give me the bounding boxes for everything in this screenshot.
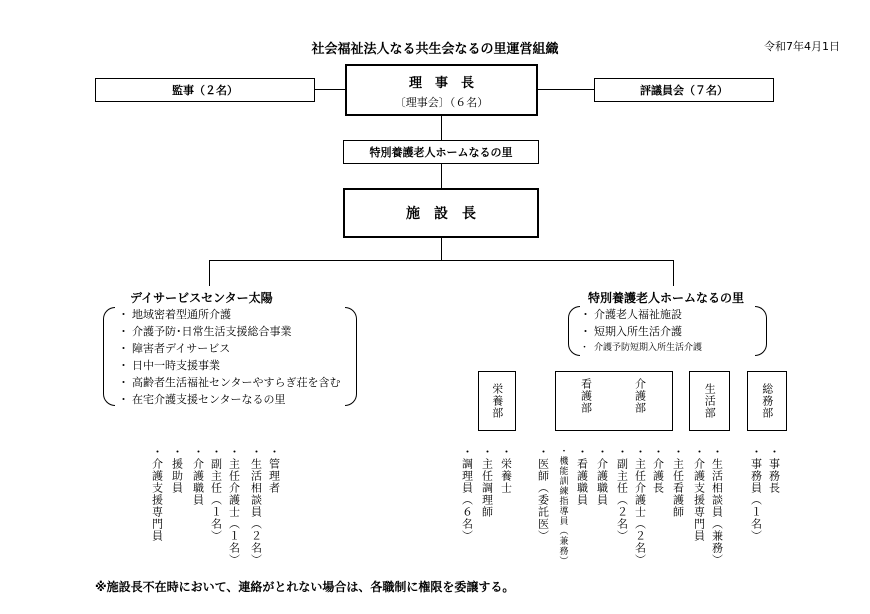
director-box [343, 188, 539, 238]
org-chart-title: 社会福祉法人なる共生会なるの里運営組織 [311, 42, 559, 57]
council-label: 評議員会（７名） [640, 84, 728, 97]
dept-care-label: 介護部 [633, 378, 647, 414]
auditor-connector [315, 89, 345, 90]
dept-living-box [689, 371, 730, 431]
dept-general-box [747, 371, 787, 431]
staff-doctor: ・医師（委託医） [536, 446, 550, 542]
day-service-title: デイサービスセンター太陽 [130, 291, 273, 305]
staff-rehab-instructor: ・機能訓練指導員（兼務） [557, 446, 568, 566]
nursing-home-bracket-left [568, 306, 580, 356]
dept-living-label: 生活部 [703, 383, 717, 419]
staff-nutritionist: ・栄養士 [499, 446, 513, 494]
branch-right-drop [673, 260, 674, 286]
staff-cook: ・調理員（６名） [460, 446, 474, 542]
staff-office-manager: ・事務長 [767, 446, 781, 494]
dept-nursing-care-box [555, 371, 673, 431]
nursing-home-title: 特別養護老人ホームなるの里 [588, 291, 745, 305]
council-box [594, 78, 774, 102]
list-item: ・ 在宅介護支援センターなるの里 [118, 393, 286, 406]
day-service-bracket-left [103, 307, 115, 406]
staff-chief-caregiver: ・主任介護士（１名） [227, 446, 241, 566]
director-down-line [441, 238, 442, 260]
director-label: 施 設 長 [406, 206, 476, 222]
board-chair-box [345, 64, 538, 116]
list-item: ・ 高齢者生活福祉センターやすらぎ荘を含む [118, 376, 341, 389]
nursing-home-list [580, 306, 702, 357]
list-item: ・ 障害者デイサービス [118, 342, 231, 355]
list-item: ・ 介護予防短期入所生活介護 [580, 343, 703, 353]
dept-nursing-label: 看護部 [579, 378, 593, 414]
staff-care-manager: ・介護支援専門員 [150, 446, 164, 542]
facility-box [343, 140, 539, 164]
list-item: ・ 介護老人福祉施設 [580, 308, 682, 321]
footer-note: ※施設長不在時において、連絡がとれない場合は、各職制に権限を委譲する。 [95, 580, 515, 594]
dept-nutrition-box [478, 371, 516, 431]
staff-office-clerk: ・事務員（１名） [749, 446, 763, 542]
branch-left-drop [209, 260, 210, 286]
staff-deputy-chief: ・副主任（１名） [209, 446, 223, 542]
staff-chief-caregiver-home: ・主任介護士（２名） [633, 446, 647, 566]
staff-care-worker: ・介護職員 [191, 446, 205, 506]
dept-nutrition-label: 栄養部 [490, 383, 504, 419]
list-item: ・ 地域密着型通所介護 [118, 308, 231, 321]
staff-nurse: ・看護職員 [575, 446, 589, 506]
staff-chief-cook: ・主任調理師 [480, 446, 494, 518]
chair-to-facility-line [441, 116, 442, 140]
facility-label: 特別養護老人ホームなるの里 [369, 146, 513, 159]
list-item: ・ 短期入所生活介護 [580, 325, 682, 338]
branch-horizontal-line [209, 260, 673, 261]
staff-care-chief: ・介護長 [651, 446, 665, 494]
board-chair-label: 理 事 長 [408, 76, 474, 91]
staff-assistant: ・援助員 [170, 446, 184, 494]
auditor-label: 監事（２名） [172, 84, 238, 97]
list-item: ・ 介護予防･日常生活支援総合事業 [118, 325, 292, 338]
staff-chief-nurse: ・主任看護師 [671, 446, 685, 518]
auditor-box [95, 78, 315, 102]
dept-general-label: 総務部 [760, 383, 774, 419]
facility-to-director-line [441, 164, 442, 188]
list-item: ・ 日中一時支援事業 [118, 359, 220, 372]
staff-care-manager-home: ・介護支援専門員 [692, 446, 706, 542]
staff-life-consultant-home: ・生活相談員（兼務） [710, 446, 724, 566]
staff-deputy-chief-home: ・副主任（２名） [615, 446, 629, 542]
staff-care-worker-home: ・介護職員 [595, 446, 609, 506]
council-connector [538, 89, 594, 90]
staff-manager: ・管理者 [267, 446, 281, 494]
board-of-directors-label: 〔理事会〕（６名） [394, 96, 489, 109]
nursing-home-bracket-right [755, 306, 767, 356]
day-service-bracket-right [345, 307, 357, 406]
effective-date: 令和7年4月1日 [764, 40, 840, 53]
staff-life-consultant: ・生活相談員（２名） [249, 446, 263, 566]
day-service-list [118, 306, 341, 408]
